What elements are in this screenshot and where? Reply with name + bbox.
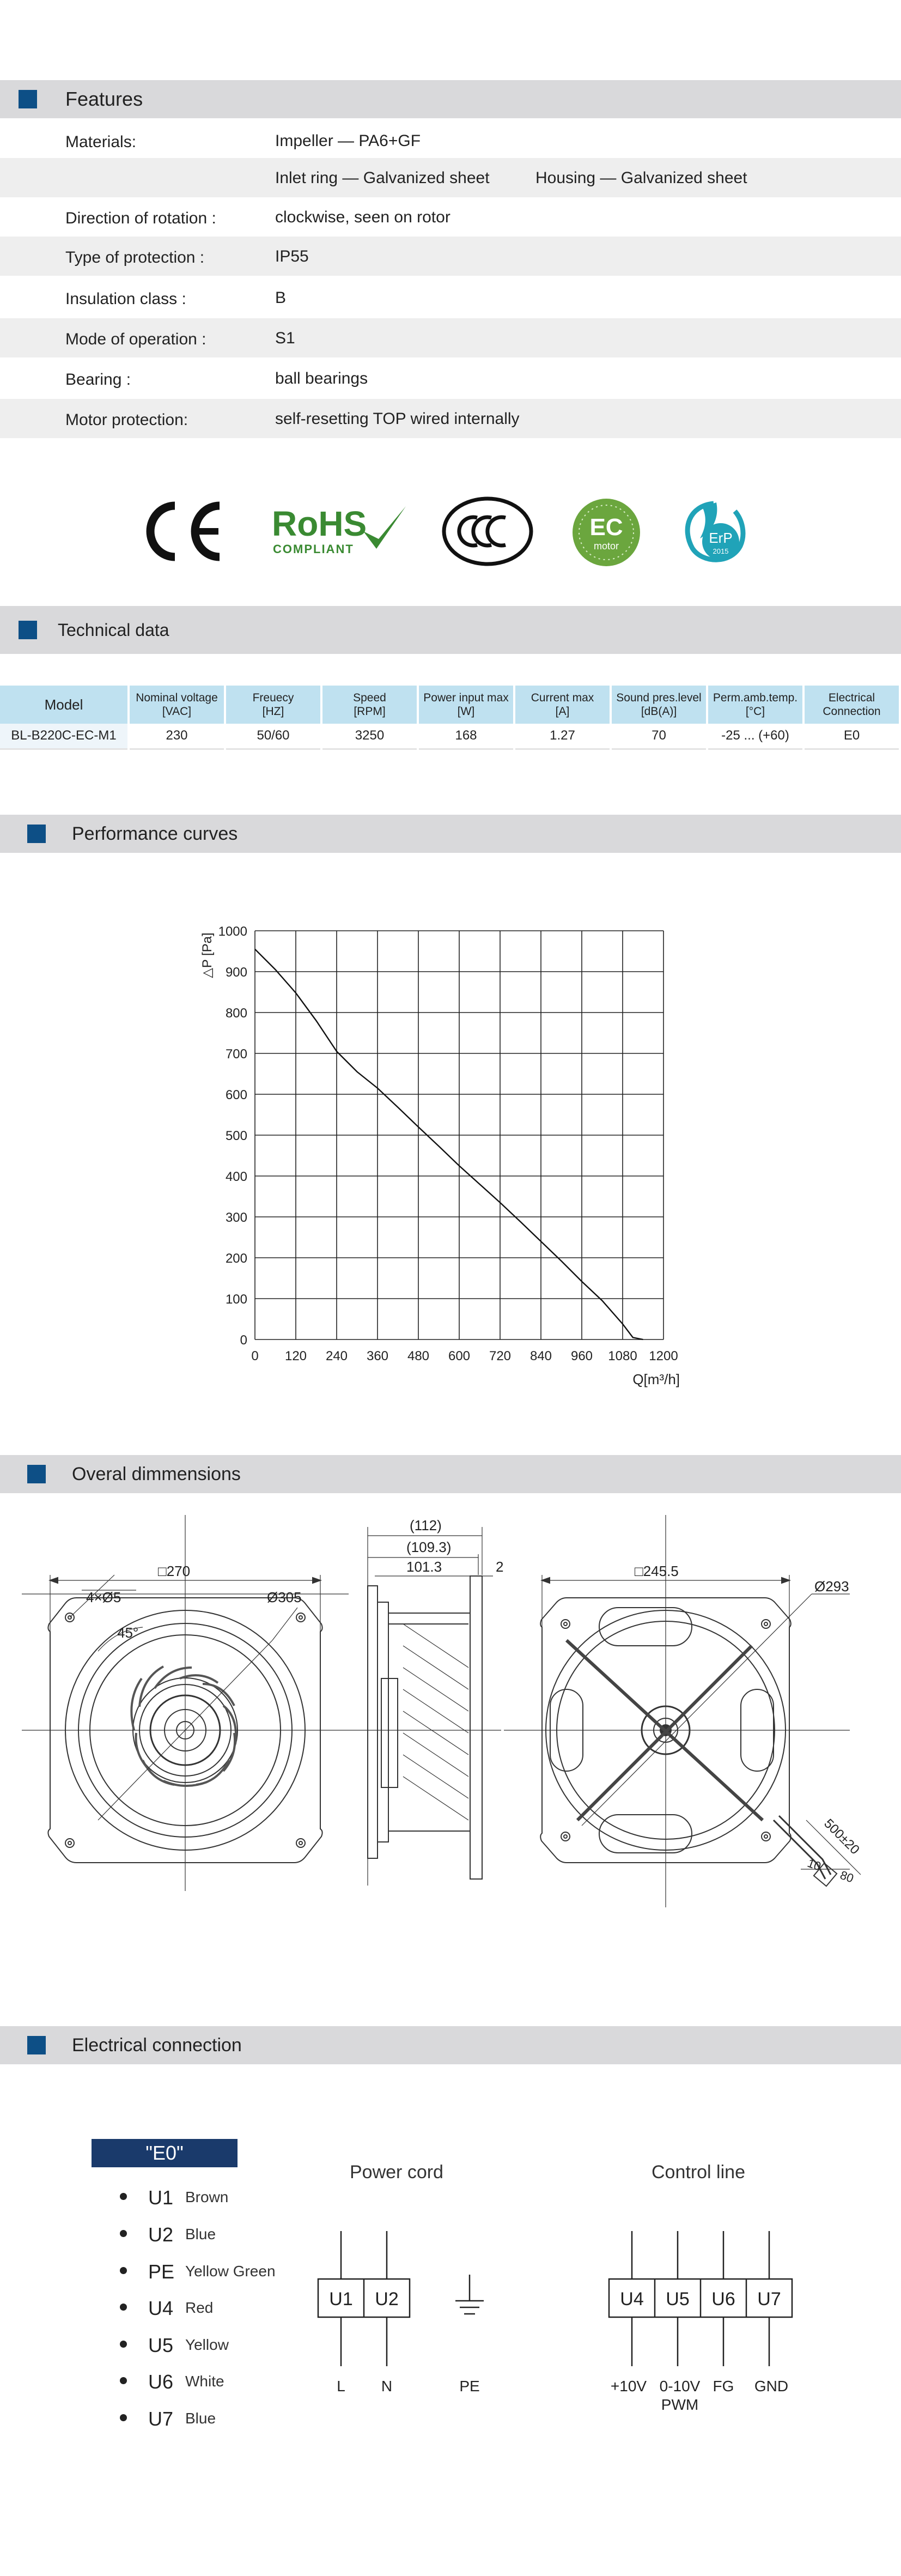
wiring-diagram: [0, 2114, 901, 2529]
feature-label: Insulation class :: [65, 290, 186, 308]
electrical-section-header: [0, 2026, 901, 2064]
label-10v: +10V: [610, 2378, 647, 2395]
col-header-temp: Perm.amb.temp. [°C]: [707, 686, 803, 724]
label-gnd: GND: [754, 2378, 789, 2395]
section-marker-icon: [27, 825, 46, 843]
x-tick-label: 600: [448, 1349, 471, 1363]
y-tick-label: 300: [225, 1210, 247, 1225]
rear-view: [504, 1515, 862, 1907]
section-marker-icon: [19, 621, 37, 639]
feature-value: clockwise, seen on rotor: [275, 208, 450, 226]
col-header-model: Model: [0, 686, 129, 724]
features-section-header: [0, 80, 901, 118]
technical-section-header: [0, 606, 901, 654]
angle-label: 45°: [117, 1625, 139, 1641]
feature-label: Mode of operation :: [65, 330, 206, 348]
x-tick-label: 0: [251, 1349, 259, 1363]
section-marker-icon: [19, 90, 37, 108]
table-row: [0, 724, 900, 749]
x-tick-label: 960: [570, 1349, 593, 1363]
x-axis-label: Q[m³/h]: [632, 1371, 680, 1387]
col-header-frequency: Freuecy [HZ]: [225, 686, 321, 724]
erp-logo-year: 2015: [713, 547, 729, 555]
legend-color: Red: [185, 2299, 214, 2316]
rohs-logo-text: RoHS: [272, 504, 367, 543]
performance-section-header: [0, 815, 901, 853]
feature-value: B: [275, 289, 287, 307]
erp-logo-text: ErP: [709, 530, 733, 546]
legend-code: U6: [148, 2371, 174, 2393]
cell-temp: -25 ... (+60): [707, 724, 803, 749]
y-tick-label: 900: [225, 965, 247, 980]
cell-speed: 3250: [321, 724, 418, 749]
front-width-label: □270: [158, 1563, 191, 1579]
legend-code: U1: [148, 2186, 174, 2209]
diameter-label: Ø305: [267, 1589, 302, 1605]
label-fg: FG: [713, 2378, 734, 2395]
feature-row-materials: [0, 121, 901, 160]
side-2-label: 2: [496, 1559, 504, 1575]
legend-code: U2: [148, 2223, 174, 2246]
cell-power: 168: [418, 724, 514, 749]
x-tick-label: 840: [529, 1349, 552, 1363]
technical-data-table: [0, 686, 901, 750]
feature-value: self-resetting TOP wired internally: [275, 410, 520, 428]
legend-code: U7: [148, 2408, 174, 2430]
col-header-voltage: Nominal voltage [VAC]: [129, 686, 225, 724]
feature-row-bearing: [0, 359, 901, 398]
y-tick-label: 100: [225, 1292, 247, 1307]
feature-value: Impeller — PA6+GF: [275, 132, 421, 150]
cable-10-label: 10: [805, 1856, 823, 1874]
section-title: Features: [65, 88, 143, 110]
x-tick-label: 360: [366, 1349, 389, 1363]
legend-color: Blue: [185, 2226, 216, 2242]
front-view: [22, 1515, 349, 1891]
power-cord-title: Power cord: [350, 2162, 443, 2183]
label-n: N: [381, 2378, 393, 2395]
performance-chart-svg: [174, 926, 697, 1417]
cell-sound: 70: [611, 724, 707, 749]
rear-diameter-label: Ø293: [814, 1578, 849, 1595]
rohs-logo: [270, 499, 411, 564]
feature-row-materials-2: [0, 158, 901, 197]
terminal-u4: U4: [620, 2289, 644, 2310]
y-axis-label: △P [Pa]: [200, 932, 215, 978]
legend-code: U4: [148, 2297, 174, 2319]
legend-color: Yellow Green: [185, 2263, 276, 2280]
col-header-sound: Sound pres.level [dB(A)]: [611, 686, 707, 724]
feature-label: Direction of rotation :: [65, 209, 216, 227]
performance-curve-line: [255, 949, 643, 1339]
feature-row-operation: [0, 318, 901, 357]
feature-label: Type of protection :: [65, 248, 205, 266]
ground-icon: [455, 2275, 484, 2314]
y-tick-label: 600: [225, 1088, 247, 1102]
side-109-label: (109.3): [406, 1539, 452, 1555]
y-tick-label: 200: [225, 1251, 247, 1266]
terminal-u1: U1: [329, 2289, 353, 2310]
x-tick-label: 1080: [608, 1349, 637, 1363]
dimension-drawing: [0, 1515, 901, 1962]
ec-logo-text: EC: [589, 514, 623, 541]
section-title: Overal dimmensions: [72, 1464, 241, 1484]
label-l: L: [337, 2378, 345, 2395]
ec-motor-logo: [571, 497, 642, 568]
y-tick-label: 400: [225, 1169, 247, 1184]
y-tick-label: 0: [240, 1333, 247, 1348]
terminal-u6: U6: [711, 2289, 735, 2310]
cell-model: BL-B220C-EC-M1: [0, 724, 129, 749]
feature-label: Bearing :: [65, 371, 131, 389]
terminal-u7: U7: [757, 2289, 781, 2310]
cell-frequency: 50/60: [225, 724, 321, 749]
rohs-logo-sub: COMPLIANT: [273, 542, 354, 556]
cell-connection: E0: [803, 724, 900, 749]
label-pwm: PWM: [661, 2396, 699, 2413]
ce-logo: [139, 496, 226, 567]
feature-value: Housing — Galvanized sheet: [535, 169, 747, 187]
control-line-title: Control line: [652, 2162, 745, 2183]
section-title: Electrical connection: [72, 2035, 242, 2056]
feature-value: ball bearings: [275, 369, 368, 387]
terminal-u5: U5: [666, 2289, 690, 2310]
section-marker-icon: [27, 2036, 46, 2054]
col-header-current: Current max [A]: [514, 686, 611, 724]
section-marker-icon: [27, 1465, 46, 1483]
table-header-row: [0, 686, 900, 724]
label-0-10v: 0-10V: [659, 2378, 701, 2395]
cell-voltage: 230: [129, 724, 225, 749]
feature-row-protection: [0, 237, 901, 276]
legend-code: PE: [148, 2260, 175, 2283]
feature-value: IP55: [275, 247, 309, 265]
section-title: Performance curves: [72, 823, 238, 844]
legend-color: Yellow: [185, 2336, 229, 2353]
legend-code: U5: [148, 2334, 174, 2356]
dimensions-section-header: [0, 1455, 901, 1493]
rear-width-label: □245.5: [635, 1563, 679, 1579]
x-tick-label: 240: [325, 1349, 348, 1363]
col-header-connection: Electrical Connection: [803, 686, 900, 724]
performance-chart: [174, 926, 697, 1417]
holes-label: 4×Ø5: [86, 1589, 121, 1605]
y-tick-label: 1000: [218, 926, 247, 939]
x-tick-label: 120: [284, 1349, 307, 1363]
legend-color: White: [185, 2373, 224, 2390]
cell-current: 1.27: [514, 724, 611, 749]
y-tick-label: 700: [225, 1047, 247, 1062]
ccc-logo: [441, 496, 534, 567]
feature-value: S1: [275, 329, 295, 347]
label-pe: PE: [459, 2378, 480, 2395]
legend-header: "E0": [92, 2139, 238, 2167]
check-icon: [363, 506, 406, 549]
cable-length-label: 500±20: [821, 1816, 862, 1858]
feature-label: Materials:: [65, 133, 137, 151]
feature-row-rotation: [0, 197, 901, 237]
side-101-label: 101.3: [406, 1559, 442, 1575]
x-tick-label: 1200: [649, 1349, 678, 1363]
cable-80-label: 80: [838, 1868, 856, 1886]
y-tick-label: 500: [225, 1129, 247, 1143]
feature-label: Motor protection:: [65, 411, 188, 429]
erp-logo: [678, 496, 749, 568]
feature-value: Inlet ring — Galvanized sheet: [275, 169, 490, 187]
side-112-label: (112): [410, 1517, 442, 1534]
y-tick-label: 800: [225, 1006, 247, 1021]
x-tick-label: 480: [407, 1349, 430, 1363]
feature-row-insulation: [0, 278, 901, 317]
ec-logo-sub: motor: [593, 541, 619, 551]
x-tick-label: 720: [489, 1349, 512, 1363]
section-title: Technical data: [58, 620, 169, 640]
legend-color: Blue: [185, 2410, 216, 2427]
feature-row-motor: [0, 399, 901, 438]
col-header-speed: Speed [RPM]: [321, 686, 418, 724]
col-header-power: Power input max [W]: [418, 686, 514, 724]
legend-color: Brown: [185, 2189, 229, 2205]
terminal-u2: U2: [375, 2289, 399, 2310]
side-view: [349, 1517, 503, 1886]
